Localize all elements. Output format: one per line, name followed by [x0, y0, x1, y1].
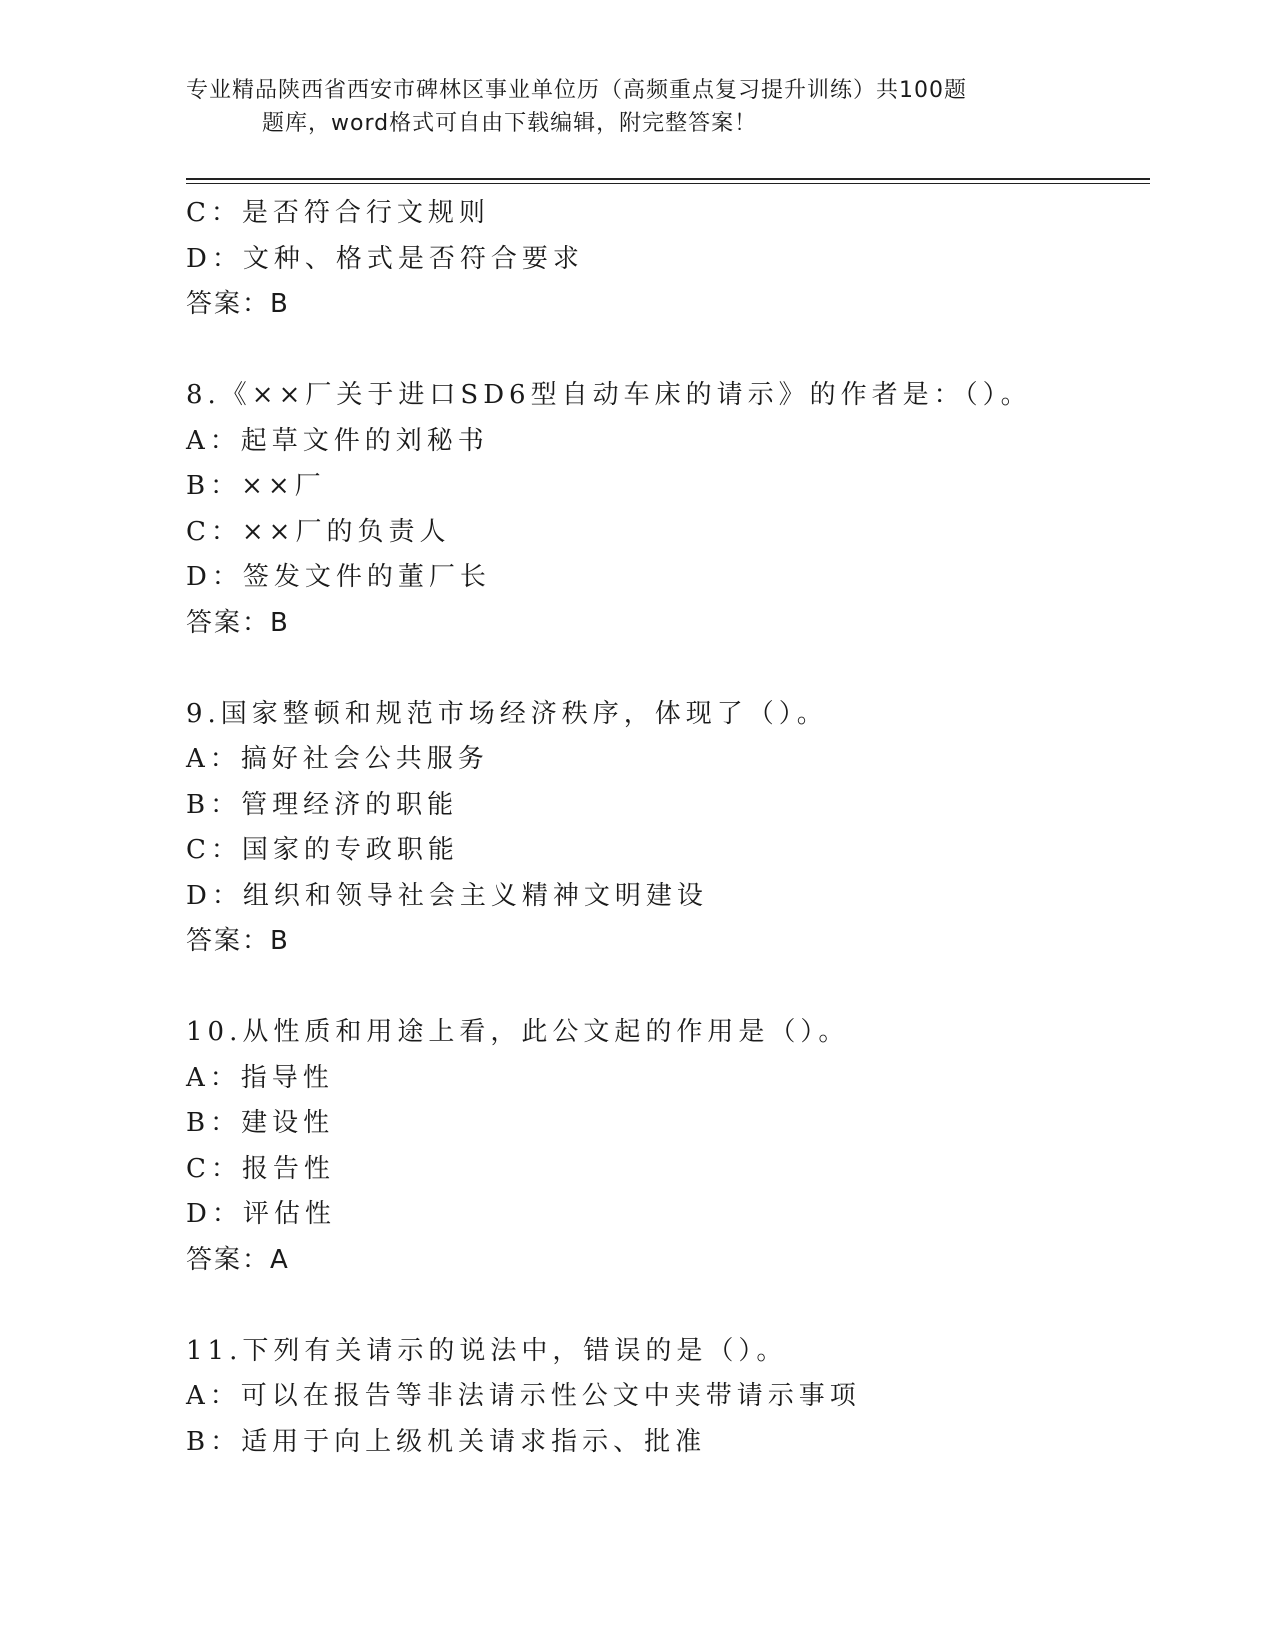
option-d: D：评估性 — [186, 1199, 336, 1229]
question-stem: 10.从性质和用途上看，此公文起的作用是（）。 — [186, 1017, 850, 1047]
document-header — [186, 74, 1046, 140]
spacer — [186, 646, 1146, 692]
option-b: B：建设性 — [186, 1108, 335, 1138]
option-c: C：××厂的负责人 — [186, 516, 451, 547]
answer-line: 答案：B — [186, 607, 290, 638]
spacer — [186, 965, 1146, 1011]
spacer — [186, 328, 1146, 374]
header-line-2: 题库，word格式可自由下载编辑，附完整答案！ — [262, 111, 758, 136]
option-a: A：搞好社会公共服务 — [186, 744, 489, 774]
option-a: A：指导性 — [186, 1062, 334, 1093]
question-8 — [186, 373, 1146, 646]
question-11 — [186, 1329, 1146, 1466]
header-rule-thin — [186, 183, 1150, 184]
question-stem: 11.下列有关请示的说法中，错误的是（）。 — [186, 1335, 788, 1366]
option-d: D：文种、格式是否符合要求 — [186, 243, 584, 274]
option-a: A：可以在报告等非法请示性公文中夹带请示事项 — [186, 1381, 861, 1411]
header-rule-thick — [186, 178, 1150, 180]
question-stem: 9.国家整顿和规范市场经济秩序，体现了（）。 — [186, 698, 828, 729]
option-c: C：报告性 — [186, 1153, 335, 1184]
spacer — [186, 1283, 1146, 1329]
option-b: B：适用于向上级机关请求指示、批准 — [186, 1426, 707, 1457]
answer-line: 答案：B — [186, 926, 290, 956]
option-c: C：是否符合行文规则 — [186, 198, 490, 228]
answer-line: 答案：A — [186, 1244, 290, 1275]
option-a: A：起草文件的刘秘书 — [186, 425, 489, 456]
answer-line: 答案：B — [186, 289, 290, 319]
option-d: D：组织和领导社会主义精神文明建设 — [186, 880, 708, 911]
question-10 — [186, 1010, 1146, 1283]
option-c: C：国家的专政职能 — [186, 835, 459, 865]
option-b: B：××厂 — [186, 471, 326, 501]
header-line-1: 专业精品陕西省西安市碑林区事业单位历（高频重点复习提升训练）共100题 — [186, 78, 967, 103]
option-b: B：管理经济的职能 — [186, 789, 459, 820]
question-stem: 8.《××厂关于进口SD6型自动车床的请示》的作者是：（）。 — [186, 380, 1032, 410]
question-9 — [186, 692, 1146, 965]
option-d: D：签发文件的董厂长 — [186, 562, 491, 592]
question-list — [186, 191, 1146, 1465]
